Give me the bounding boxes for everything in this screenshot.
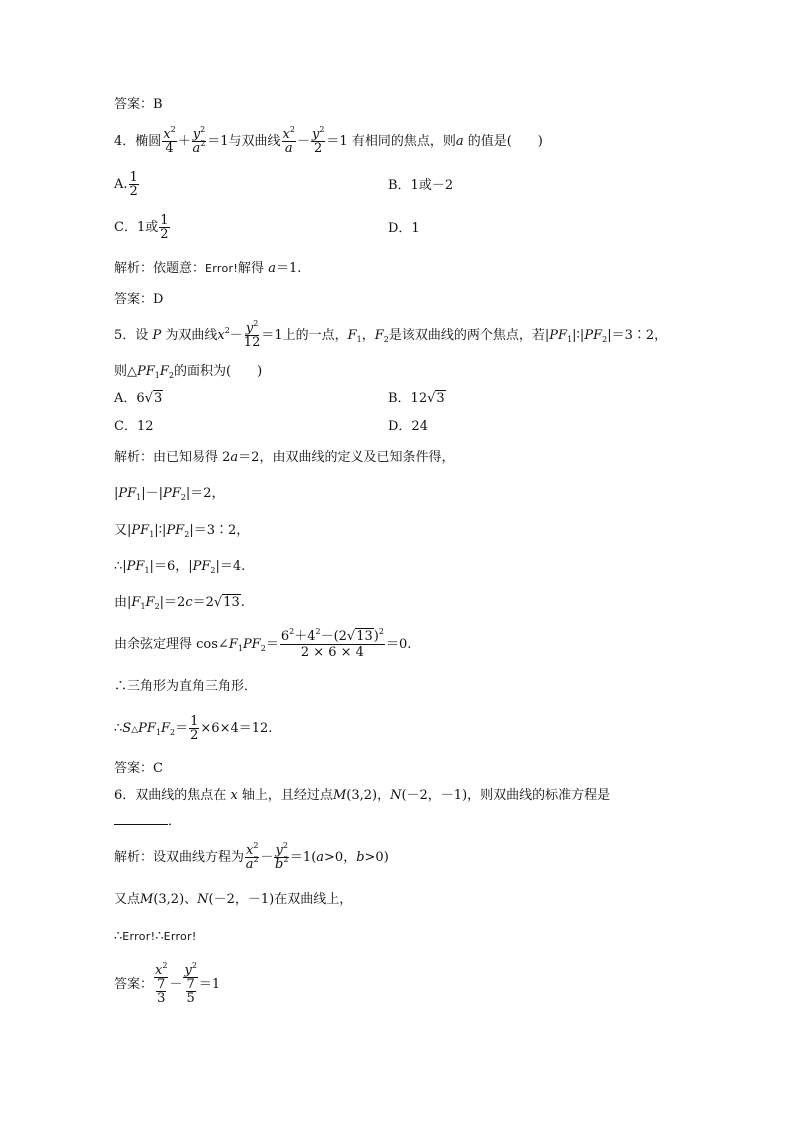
q5-option-d: D．24 [388, 419, 428, 434]
q5-analysis-line6: 由余弦定理得 $\cos\angle F_1PF_2=$ $\frac{6^2+4^2-(2√13)^2}{2 \times 6 \times 4}$ ＝0. [114, 627, 412, 660]
q6-answer: 答案： $\frac{x^2}{\frac{7}{3}}$ － $\frac{y^2}{\frac{7}{5}}$ ＝1 [114, 961, 221, 1006]
q4-option-c: C．1或 $\frac{1}{2}$ [114, 213, 169, 242]
q4-option-b: B．1或－2 [388, 178, 454, 193]
q4-option-d: D．1 [388, 221, 420, 236]
q5-stem-line2: 则$\triangle PF_1F_2$的面积为( ) [114, 364, 263, 380]
q5-option-c: C．12 [114, 419, 154, 434]
q5-analysis-line5: 由$|F_1F_2|=2c=2√13$. [114, 595, 245, 611]
q5-option-b: B．12√3 [388, 391, 445, 406]
q5-stem: 5．设 P 为双曲线$x^2-$ $\frac{y^2}{12}$ ＝1上的一点，$F_1$，$F_2$是该双曲线的两个焦点，若$|PF_1|∶|PF_2|=3∶2$， [114, 319, 668, 350]
q5-analysis-line7: ∴三角形为直角三角形． [114, 679, 258, 694]
q5-answer: 答案：C [114, 761, 163, 776]
q5-analysis-line4: $\therefore|PF_1|=6$，$|PF_2|=4$. [114, 559, 246, 575]
q5-analysis-line8: $\therefore S\triangle PF_1F_2=$ $\frac{1}{2}$ ×6×4＝12. [114, 714, 273, 743]
q4-answer: 答案：D [114, 292, 164, 307]
q5-analysis-line2: $|PF_1|-|PF_2|=2$， [114, 486, 225, 502]
q5-analysis-line3: 又$|PF_1|∶|PF_2|=3∶2$， [114, 523, 250, 539]
q6-analysis-line1: 解析：设双曲线方程为 $\frac{x^2}{a^2}$ － $\frac{y^2}{b^2}$ ＝1(a>0，b>0) [114, 841, 389, 872]
q5-option-a: A．6√3 [114, 391, 163, 406]
q6-blank: ． [114, 814, 181, 830]
q6-stem: 6．双曲线的焦点在 x 轴上，且经过点M(3,2)，N(－2，－1)，则双曲线的标准方程是 [114, 788, 611, 803]
q5-analysis-line1: 解析：由已知易得 2a＝2，由双曲线的定义及已知条件得， [114, 450, 455, 465]
q4-analysis: 解析：依题意：Error!解得 a＝1. [114, 261, 302, 276]
q6-analysis-line2: 又点M(3,2)、N(－2，－1)在双曲线上， [114, 892, 353, 907]
q4-stem: 4．椭圆 $\frac{x^2}{4}$ ＋ $\frac{y^2}{a^2}$ ＝1与双曲线 $\frac{x^2}{a}$ － $\frac{y^2}{2}$ ＝1 有相同的焦点，则a 的值是( ) [114, 125, 543, 156]
q4-option-a: A. $\frac{1}{2}$ [114, 170, 138, 199]
q3-answer: 答案：B [114, 97, 163, 112]
q6-analysis-line3: ∴Error!∴Error! [114, 929, 197, 944]
